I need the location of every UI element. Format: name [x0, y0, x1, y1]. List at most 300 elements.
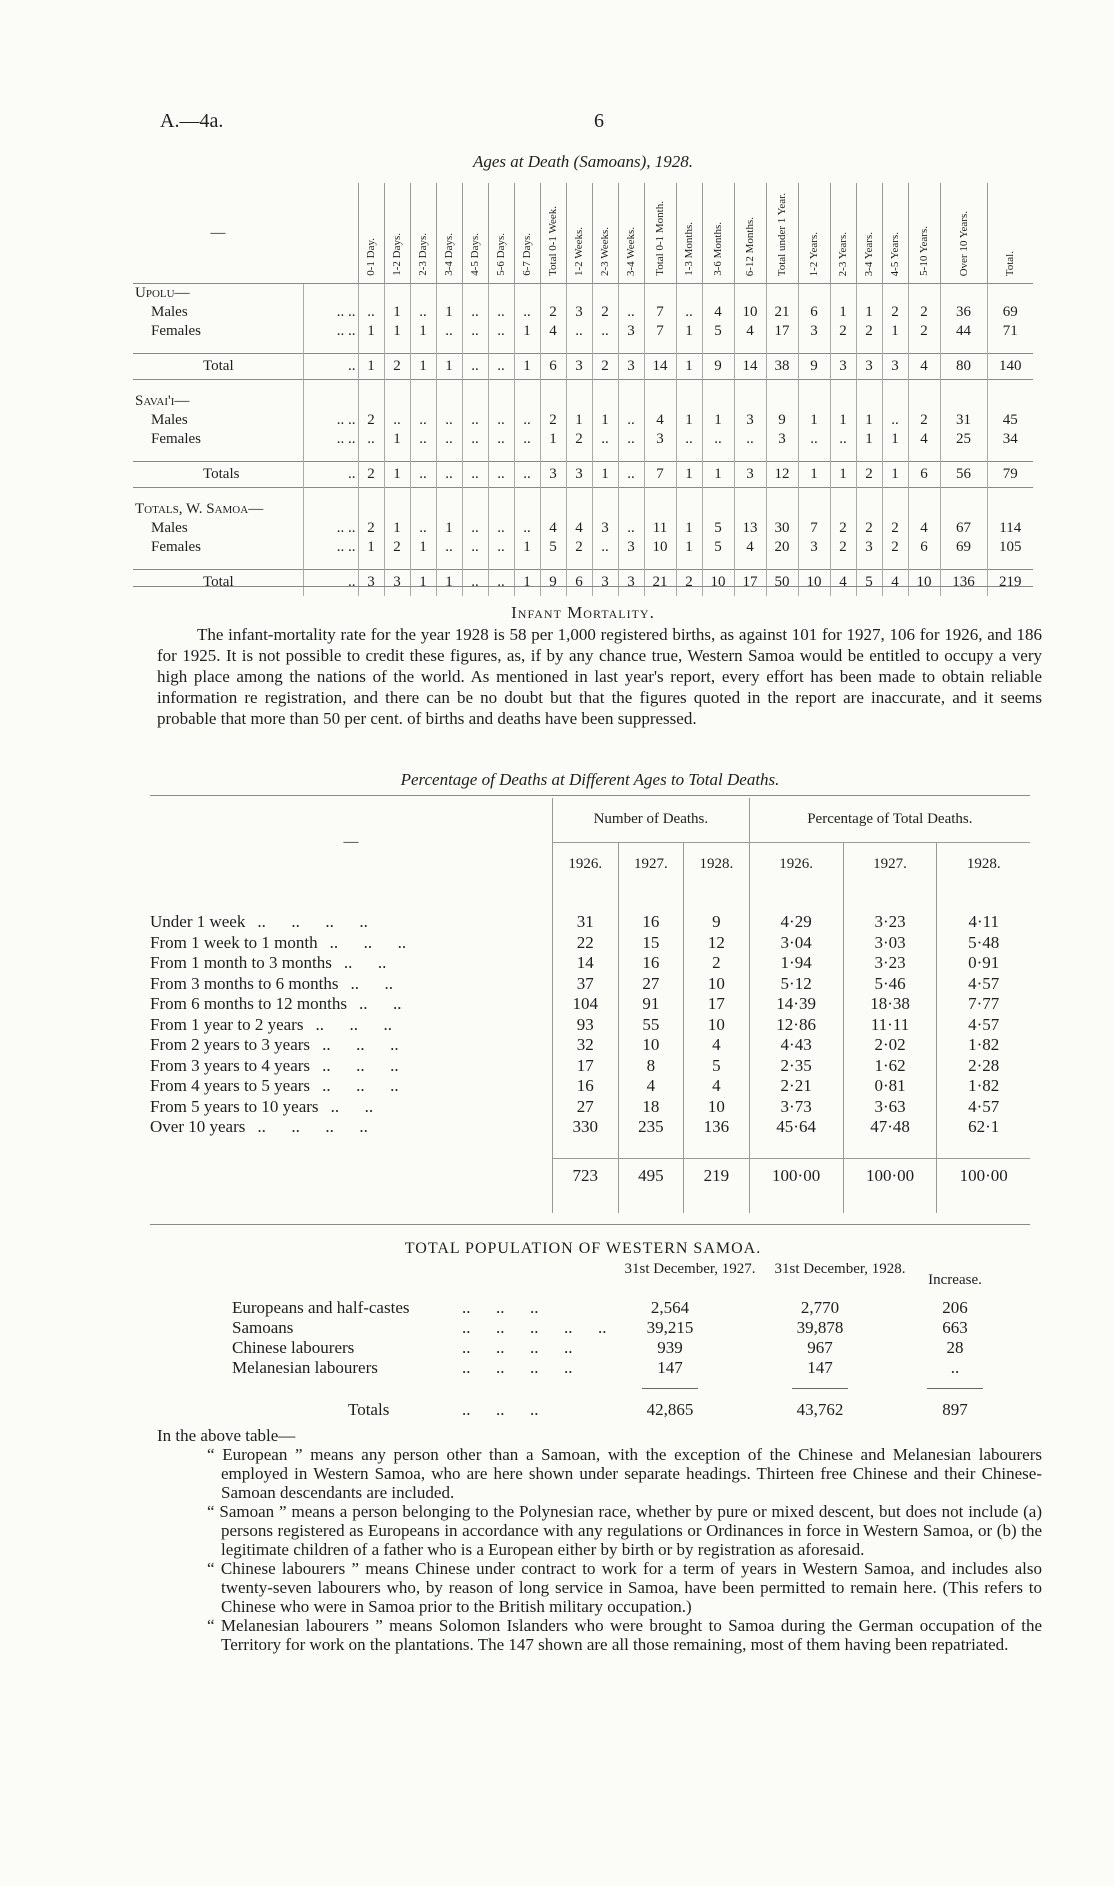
total-cell: 10: [702, 570, 734, 596]
table-cell: 1: [882, 430, 908, 449]
empty-cell: [908, 341, 940, 354]
col-header: [358, 183, 384, 284]
table-cell: 7: [644, 303, 676, 322]
population-label: Melanesian labourers: [232, 1358, 378, 1377]
table-cell: 2: [592, 303, 618, 322]
empty-cell: [749, 1193, 843, 1214]
gap-row: [133, 449, 1033, 462]
dot-leader: .. .. ..: [329, 932, 407, 952]
empty-cell: [830, 557, 856, 570]
empty-cell: [882, 392, 908, 411]
empty-cell: [734, 284, 766, 304]
population-label: Samoans: [232, 1318, 294, 1337]
empty-cell: [856, 284, 882, 304]
empty-cell: [766, 341, 798, 354]
total-cell: 3: [358, 570, 384, 596]
table-row: [150, 933, 1030, 954]
table-cell: 18: [618, 1097, 684, 1118]
pct-corner: —: [343, 833, 359, 850]
group-row: [133, 284, 1033, 304]
population-value: 206: [942, 1298, 968, 1317]
table-cell: 7: [798, 519, 830, 538]
table-cell: 4: [684, 1076, 750, 1097]
table-cell: 1: [410, 322, 436, 341]
population-row: [232, 1298, 1012, 1318]
dot-leader: .. ..: [303, 303, 358, 322]
total-cell: 1: [436, 570, 462, 596]
empty-cell: [462, 341, 488, 354]
population-value: 939: [657, 1338, 683, 1357]
table-cell: 2: [566, 538, 592, 557]
empty-cell: [798, 449, 830, 462]
table-cell: ..: [410, 411, 436, 430]
divider: [133, 586, 1033, 587]
empty-cell: [882, 500, 908, 519]
total-rule: [642, 1388, 698, 1389]
table-cell: 5: [702, 519, 734, 538]
empty-cell: [987, 488, 1033, 501]
empty-cell: [676, 557, 702, 570]
table-cell: 4: [540, 322, 566, 341]
table-cell: ..: [618, 519, 644, 538]
empty-cell: [618, 1138, 684, 1159]
empty-cell: [410, 449, 436, 462]
empty-cell: [734, 488, 766, 501]
ages-table-caption: Ages at Death (Samoans), 1928.: [472, 152, 694, 171]
empty-cell: [358, 557, 384, 570]
empty-cell: [676, 500, 702, 519]
table-cell: 21: [766, 303, 798, 322]
table-cell: 3: [618, 322, 644, 341]
empty-cell: [410, 488, 436, 501]
total-cell: 17: [734, 570, 766, 596]
empty-cell: [592, 380, 618, 393]
definition-item: “ Samoan ” means a person belonging to the Polynesian race, whether by pure or mixed descent, but does not include (a) persons registered as Europeans in accordance with any regulations or Ordinances in force in Western Samoa, or (b) the legitimate children of a father who is a European either by birth or by registration as aforesaid.: [207, 1502, 1042, 1559]
table-cell: 2: [856, 322, 882, 341]
empty-cell: [734, 557, 766, 570]
empty-cell: [462, 500, 488, 519]
empty-cell: [843, 1138, 937, 1159]
empty-cell: [436, 557, 462, 570]
table-cell: 2: [358, 519, 384, 538]
table-cell: 2: [540, 303, 566, 322]
row-label-cell: [150, 1076, 553, 1097]
empty-cell: [702, 380, 734, 393]
col-header: [702, 183, 734, 284]
total-row: [133, 570, 1033, 596]
col-header: [882, 183, 908, 284]
empty-cell: [358, 488, 384, 501]
table-cell: ..: [592, 322, 618, 341]
population-value: 147: [657, 1358, 683, 1377]
table-cell: 4·43: [749, 1035, 843, 1056]
table-cell: ..: [618, 303, 644, 322]
document-reference: A.—4a.: [160, 110, 224, 132]
total-cell: 3: [384, 570, 410, 596]
empty-cell: [937, 886, 1030, 912]
col-header: [644, 183, 676, 284]
row-label-cell: [150, 933, 553, 954]
empty-cell: [384, 488, 410, 501]
dot-leader: .. ..: [343, 953, 387, 973]
table-cell: 1: [436, 303, 462, 322]
empty-cell: [644, 392, 676, 411]
total-cell: 2: [384, 354, 410, 380]
col-header-text: 3-4 Weeks.: [625, 226, 637, 276]
empty-cell: [436, 500, 462, 519]
table-cell: ..: [514, 411, 540, 430]
spacer: [133, 557, 303, 570]
table-cell: 10: [644, 538, 676, 557]
empty-cell: [436, 284, 462, 304]
population-row: [232, 1318, 1012, 1338]
total-cell: ..: [514, 462, 540, 488]
empty-cell: [856, 500, 882, 519]
col-header-text: 1-2 Weeks.: [573, 226, 585, 276]
table-row: [150, 1035, 1030, 1056]
table-cell: ..: [676, 303, 702, 322]
col-header: [798, 183, 830, 284]
row-label: Females: [151, 323, 201, 339]
definition-item: “ Chinese labourers ” means Chinese under contract to work for a term of years in Western Samoa, and includes also twenty-seven labourers who, by reason of long service in Samoa, have been permitted to remain here. (This refers to Chinese who were in Samoa prior to the British military occupation.): [207, 1559, 1042, 1616]
table-cell: 1: [676, 322, 702, 341]
empty-cell: [676, 449, 702, 462]
table-cell: 3·03: [843, 933, 937, 954]
total-cell: 3: [856, 354, 882, 380]
col-header: [540, 183, 566, 284]
total-cell: ..: [488, 462, 514, 488]
total-cell: 1: [798, 462, 830, 488]
table-cell: 4: [908, 430, 940, 449]
table-cell: ..: [566, 322, 592, 341]
table-cell: 34: [987, 430, 1033, 449]
col-header: [908, 183, 940, 284]
table-cell: 2: [908, 303, 940, 322]
pct-table-caption: Percentage of Deaths at Different Ages to Total Deaths.: [400, 770, 780, 789]
total-cell: 2: [592, 354, 618, 380]
empty-cell: [644, 557, 676, 570]
total-cell: 1: [410, 570, 436, 596]
population-value: 39,215: [646, 1318, 694, 1337]
table-row: [150, 1117, 1030, 1138]
table-row: [133, 303, 1033, 322]
empty-cell: [940, 341, 987, 354]
population-value: 39,878: [796, 1318, 844, 1337]
row-label: Females: [151, 431, 201, 447]
table-cell: 5·46: [843, 974, 937, 995]
table-cell: 1·82: [937, 1035, 1030, 1056]
empty-cell: [514, 341, 540, 354]
population-heading: TOTAL POPULATION OF WESTERN SAMOA.: [404, 1240, 762, 1257]
total-row: [133, 354, 1033, 380]
table-cell: 1: [384, 303, 410, 322]
table-cell: 5·48: [937, 933, 1030, 954]
total-cell: 3: [540, 462, 566, 488]
dot-leader: ..: [303, 570, 358, 596]
empty-cell: [830, 284, 856, 304]
table-cell: 15: [618, 933, 684, 954]
total-label: Totals: [133, 462, 303, 488]
table-cell: 16: [618, 953, 684, 974]
table-cell: 2: [882, 519, 908, 538]
total-cell: 6: [540, 354, 566, 380]
total-cell: 1: [702, 462, 734, 488]
number-of-deaths-header: Number of Deaths.: [553, 798, 750, 842]
table-cell: 3·04: [749, 933, 843, 954]
table-cell: 4: [908, 519, 940, 538]
table-cell: 1: [830, 303, 856, 322]
table-cell: ..: [514, 430, 540, 449]
total-cell: 1: [830, 462, 856, 488]
col-header-text: 0-1 Day.: [365, 238, 377, 276]
row-label: Females: [151, 539, 201, 555]
total-cell: ..: [618, 462, 644, 488]
table-cell: 4: [702, 303, 734, 322]
dot-leader: .. ..: [303, 519, 358, 538]
empty-cell: [734, 500, 766, 519]
dot-leader: .. .. .. ..: [462, 1358, 573, 1377]
table-cell: 3: [856, 538, 882, 557]
spacer: [150, 886, 553, 912]
population-row: [232, 1338, 1012, 1358]
empty-cell: [540, 392, 566, 411]
table-cell: 2: [856, 519, 882, 538]
percentage-deaths-table: [150, 798, 1030, 1213]
empty-cell: [798, 500, 830, 519]
dot-leader: .. .. ..: [315, 1014, 392, 1034]
table-cell: 13: [734, 519, 766, 538]
table-cell: 2·02: [843, 1035, 937, 1056]
row-label: From 3 months to 6 months: [150, 973, 339, 993]
empty-cell: [702, 392, 734, 411]
total-cell: 21: [644, 570, 676, 596]
table-cell: 44: [940, 322, 987, 341]
ages-table-body: [133, 284, 1033, 596]
empty-cell: [908, 488, 940, 501]
table-cell: 1: [676, 519, 702, 538]
total-row: [133, 462, 1033, 488]
corner-dash: —: [210, 224, 226, 241]
empty-cell: [462, 284, 488, 304]
table-cell: 1: [592, 411, 618, 430]
table-cell: 31: [553, 912, 619, 933]
row-label: From 6 months to 12 months: [150, 994, 347, 1014]
table-cell: ..: [436, 430, 462, 449]
table-cell: 4: [540, 519, 566, 538]
table-cell: 1·82: [937, 1076, 1030, 1097]
table-cell: 1: [856, 430, 882, 449]
spacer: [150, 1193, 553, 1214]
row-label: From 1 year to 2 years: [150, 1014, 304, 1034]
table-cell: ..: [514, 519, 540, 538]
empty-cell: [882, 380, 908, 393]
table-cell: 10: [684, 1097, 750, 1118]
empty-cell: [553, 1138, 619, 1159]
col-header-text: 5-6 Days.: [495, 233, 507, 276]
empty-cell: [734, 341, 766, 354]
percentage-total-header: Percentage of Total Deaths.: [749, 798, 1030, 842]
col-header-text: 2-3 Days.: [417, 233, 429, 276]
table-cell: 8: [618, 1056, 684, 1077]
table-cell: ..: [882, 411, 908, 430]
row-label: From 3 years to 4 years: [150, 1055, 311, 1075]
row-label-cell: [150, 974, 553, 995]
table-cell: 2: [882, 303, 908, 322]
population-value: 28: [946, 1338, 964, 1357]
empty-cell: [766, 284, 798, 304]
table-row: [150, 953, 1030, 974]
empty-cell: [436, 380, 462, 393]
total-cell: 12: [766, 462, 798, 488]
total-cell: ..: [462, 462, 488, 488]
table-cell: 4: [684, 1035, 750, 1056]
row-label-cell: [150, 953, 553, 974]
empty-cell: [384, 341, 410, 354]
spacer: [133, 449, 303, 462]
total-cell: 1: [514, 570, 540, 596]
table-cell: 1: [676, 411, 702, 430]
table-cell: 4: [734, 322, 766, 341]
empty-cell: [436, 341, 462, 354]
table-cell: ..: [676, 430, 702, 449]
empty-cell: [734, 392, 766, 411]
empty-cell: [987, 500, 1033, 519]
col-header-text: 3-6 Months.: [712, 222, 724, 276]
empty-cell: [856, 380, 882, 393]
definition-item: “ Melanesian labourers ” means Solomon Islanders who were brought to Samoa during the German occupation of the Territory for work on the plantations. The 147 shown are all those remaining, most of them having been repatriated.: [207, 1616, 1042, 1654]
table-cell: 7·77: [937, 994, 1030, 1015]
empty-cell: [514, 284, 540, 304]
table-cell: 71: [987, 322, 1033, 341]
col-header-text: 1-3 Months.: [683, 222, 695, 276]
empty-cell: [462, 488, 488, 501]
table-cell: 1: [384, 322, 410, 341]
empty-cell: [830, 500, 856, 519]
empty-cell: [856, 392, 882, 411]
total-rule: [792, 1388, 848, 1389]
empty-cell: [462, 392, 488, 411]
total-cell: 495: [618, 1159, 684, 1193]
empty-cell: [592, 341, 618, 354]
population-value: 663: [942, 1318, 968, 1337]
table-cell: ..: [734, 430, 766, 449]
table-cell: 4: [734, 538, 766, 557]
empty-cell: [940, 500, 987, 519]
empty-cell: [702, 488, 734, 501]
empty-cell: [358, 392, 384, 411]
table-cell: 1: [358, 538, 384, 557]
empty-cell: [540, 500, 566, 519]
table-cell: 2: [908, 411, 940, 430]
empty-cell: [488, 449, 514, 462]
empty-cell: [592, 284, 618, 304]
empty-cell: [702, 284, 734, 304]
table-cell: 10: [684, 974, 750, 995]
col-header-text: 3-4 Days.: [443, 233, 455, 276]
table-cell: ..: [462, 322, 488, 341]
dot-leader: ..: [303, 354, 358, 380]
row-label: From 1 month to 3 months: [150, 953, 332, 973]
total-cell: 9: [702, 354, 734, 380]
empty-cell: [514, 380, 540, 393]
empty-cell: [488, 500, 514, 519]
table-row: [133, 430, 1033, 449]
empty-cell: [644, 341, 676, 354]
population-value: ..: [950, 1358, 960, 1377]
total-cell: ..: [488, 570, 514, 596]
empty-cell: [987, 380, 1033, 393]
empty-cell: [987, 341, 1033, 354]
empty-cell: [410, 500, 436, 519]
table-cell: 2·28: [937, 1056, 1030, 1077]
empty-cell: [553, 886, 619, 912]
table-cell: 14·39: [749, 994, 843, 1015]
dot-leader: .. ..: [303, 538, 358, 557]
infant-mortality-heading: Infant Mortality.: [511, 603, 655, 622]
total-cell: 219: [987, 570, 1033, 596]
empty-cell: [553, 1193, 619, 1214]
table-cell: 4·11: [937, 912, 1030, 933]
empty-cell: [384, 380, 410, 393]
empty-cell: [766, 557, 798, 570]
total-cell: 6: [908, 462, 940, 488]
empty-cell: [940, 488, 987, 501]
table-cell: 3·23: [843, 912, 937, 933]
row-label-cell: [150, 994, 553, 1015]
empty-cell: [830, 392, 856, 411]
table-cell: 18·38: [843, 994, 937, 1015]
empty-cell: [937, 1193, 1030, 1214]
table-cell: 3: [592, 519, 618, 538]
empty-cell: [436, 488, 462, 501]
row-label: Males: [151, 412, 188, 428]
table-cell: 17: [553, 1056, 619, 1077]
total-rule: [927, 1388, 983, 1389]
table-cell: 16: [618, 912, 684, 933]
gap-row: [133, 557, 1033, 570]
empty-cell: [410, 392, 436, 411]
row-label: From 5 years to 10 years: [150, 1096, 319, 1116]
dot-leader: ..: [303, 462, 358, 488]
dot-leader: .. .. .. ..: [257, 1117, 368, 1137]
empty-cell: [798, 557, 830, 570]
empty-cell: [592, 557, 618, 570]
table-cell: 1: [410, 538, 436, 557]
table-cell: 235: [618, 1117, 684, 1138]
empty-cell: [384, 557, 410, 570]
total-label: Total: [133, 354, 303, 380]
dot-leader: .. .. ..: [322, 1055, 399, 1075]
definitions-section: [157, 1426, 1042, 1654]
empty-cell: [618, 1193, 684, 1214]
empty-cell: [540, 341, 566, 354]
col-header: [514, 183, 540, 284]
table-cell: ..: [358, 303, 384, 322]
dot-leader: .. ..: [303, 411, 358, 430]
table-cell: 330: [553, 1117, 619, 1138]
total-cell: 140: [987, 354, 1033, 380]
table-cell: ..: [488, 519, 514, 538]
spacer: [133, 488, 303, 501]
empty-cell: [908, 380, 940, 393]
table-cell: 2: [684, 953, 750, 974]
empty-cell: [882, 557, 908, 570]
col-header-text: 2-3 Weeks.: [599, 226, 611, 276]
empty-cell: [540, 284, 566, 304]
empty-cell: [592, 500, 618, 519]
empty-cell: [766, 488, 798, 501]
total-cell: 100·00: [937, 1159, 1030, 1193]
